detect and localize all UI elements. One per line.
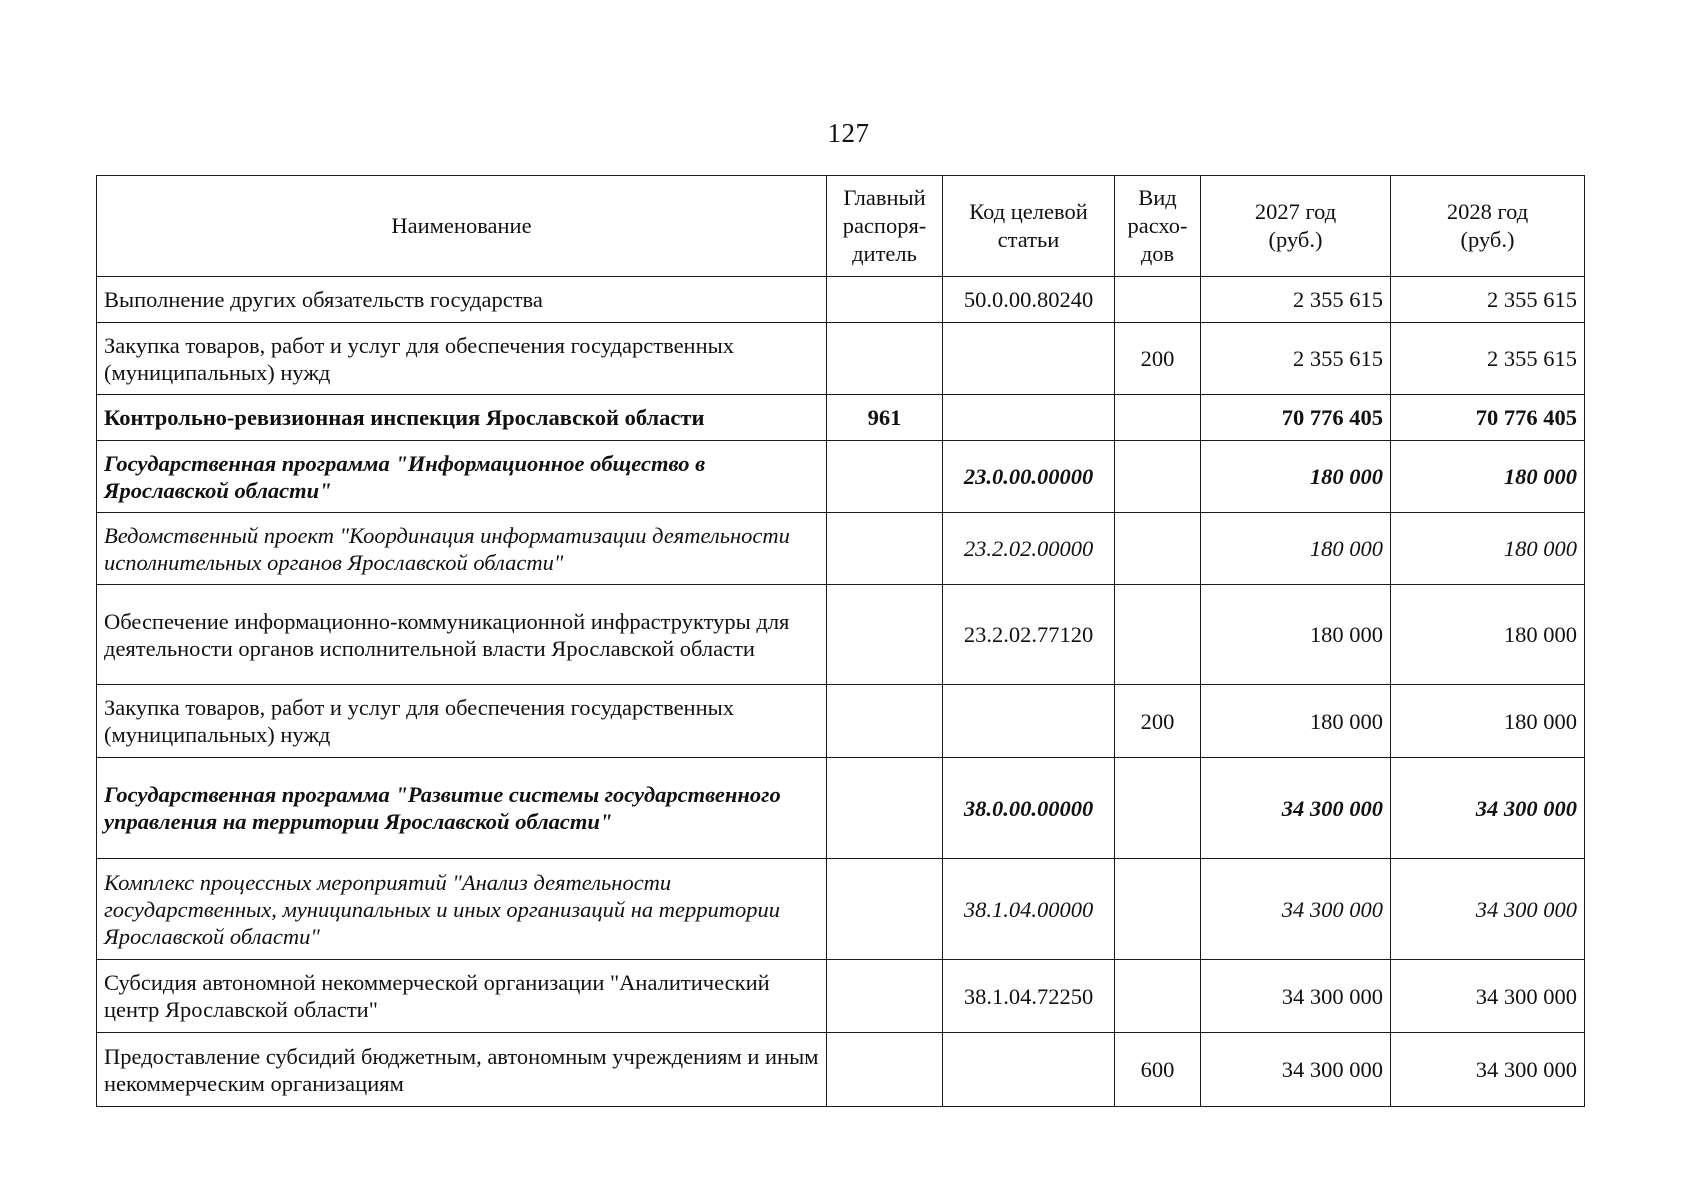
row-code: 38.1.04.00000 xyxy=(943,859,1115,960)
row-manager xyxy=(827,1033,943,1107)
row-amount-2028: 34 300 000 xyxy=(1391,1033,1585,1107)
row-amount-2027: 2 355 615 xyxy=(1201,277,1391,323)
table-row xyxy=(97,441,1585,513)
table-row xyxy=(97,859,1585,960)
row-manager xyxy=(827,513,943,585)
table-row xyxy=(97,513,1585,585)
row-code xyxy=(943,685,1115,758)
row-name: Ведомственный проект "Координация информатизации деятельности исполнительных органов Ярославской области" xyxy=(97,513,827,585)
page-number: 127 xyxy=(827,118,870,148)
row-type xyxy=(1115,277,1201,323)
row-name: Закупка товаров, работ и услуг для обеспечения государственных (муниципальных) нужд xyxy=(97,685,827,758)
row-type: 600 xyxy=(1115,1033,1201,1107)
table-row xyxy=(97,323,1585,395)
row-manager: 961 xyxy=(827,395,943,441)
row-type xyxy=(1115,859,1201,960)
row-code: 38.1.04.72250 xyxy=(943,960,1115,1033)
table-row xyxy=(97,960,1585,1033)
row-type: 200 xyxy=(1115,685,1201,758)
row-manager xyxy=(827,277,943,323)
row-code: 23.2.02.77120 xyxy=(943,585,1115,685)
budget-table xyxy=(96,175,1585,1107)
row-amount-2028: 2 355 615 xyxy=(1391,277,1585,323)
row-amount-2028: 180 000 xyxy=(1391,685,1585,758)
row-amount-2028: 180 000 xyxy=(1391,513,1585,585)
row-type xyxy=(1115,395,1201,441)
row-name: Субсидия автономной некоммерческой организации "Аналитический центр Ярославской области" xyxy=(97,960,827,1033)
row-type xyxy=(1115,513,1201,585)
row-name: Выполнение других обязательств государства xyxy=(97,277,827,323)
row-name: Государственная программа "Развитие системы государственного управления на территории Ярославской области" xyxy=(97,758,827,859)
row-amount-2028: 180 000 xyxy=(1391,585,1585,685)
header-main-manager: Главный распоря- дитель xyxy=(827,176,943,277)
row-manager xyxy=(827,585,943,685)
row-name: Комплекс процессных мероприятий "Анализ деятельности государственных, муниципальных и иных организаций на территории Ярославской области" xyxy=(97,859,827,960)
row-amount-2027: 70 776 405 xyxy=(1201,395,1391,441)
row-name: Закупка товаров, работ и услуг для обеспечения государственных (муниципальных) нужд xyxy=(97,323,827,395)
row-manager xyxy=(827,859,943,960)
row-code: 38.0.00.00000 xyxy=(943,758,1115,859)
row-amount-2027: 2 355 615 xyxy=(1201,323,1391,395)
row-code: 23.2.02.00000 xyxy=(943,513,1115,585)
row-code: 50.0.00.80240 xyxy=(943,277,1115,323)
row-manager xyxy=(827,323,943,395)
row-manager xyxy=(827,960,943,1033)
header-year-2027: 2027 год (руб.) xyxy=(1201,176,1391,277)
row-type xyxy=(1115,585,1201,685)
row-amount-2028: 34 300 000 xyxy=(1391,758,1585,859)
header-year-2028: 2028 год (руб.) xyxy=(1391,176,1585,277)
row-manager xyxy=(827,685,943,758)
row-name: Предоставление субсидий бюджетным, автономным учреждениям и иным некоммерческим организациям xyxy=(97,1033,827,1107)
row-manager xyxy=(827,758,943,859)
row-amount-2027: 34 300 000 xyxy=(1201,960,1391,1033)
row-amount-2027: 180 000 xyxy=(1201,441,1391,513)
row-amount-2027: 34 300 000 xyxy=(1201,859,1391,960)
row-type: 200 xyxy=(1115,323,1201,395)
row-amount-2027: 180 000 xyxy=(1201,685,1391,758)
row-code xyxy=(943,1033,1115,1107)
header-expense-type: Вид расхо- дов xyxy=(1115,176,1201,277)
row-amount-2028: 34 300 000 xyxy=(1391,859,1585,960)
row-type xyxy=(1115,960,1201,1033)
row-amount-2027: 34 300 000 xyxy=(1201,1033,1391,1107)
table-row xyxy=(97,277,1585,323)
row-amount-2028: 70 776 405 xyxy=(1391,395,1585,441)
row-name: Обеспечение информационно-коммуникационной инфраструктуры для деятельности органов исполнительной власти Ярославской области xyxy=(97,585,827,685)
row-type xyxy=(1115,441,1201,513)
header-name: Наименование xyxy=(97,176,827,277)
row-name: Контрольно-ревизионная инспекция Ярославской области xyxy=(97,395,827,441)
table-row xyxy=(97,1033,1585,1107)
row-type xyxy=(1115,758,1201,859)
row-amount-2028: 180 000 xyxy=(1391,441,1585,513)
row-amount-2027: 34 300 000 xyxy=(1201,758,1391,859)
table-row xyxy=(97,685,1585,758)
row-manager xyxy=(827,441,943,513)
table-row xyxy=(97,585,1585,685)
row-amount-2028: 34 300 000 xyxy=(1391,960,1585,1033)
row-amount-2027: 180 000 xyxy=(1201,585,1391,685)
table-row xyxy=(97,758,1585,859)
header-row xyxy=(97,176,1585,277)
row-code xyxy=(943,395,1115,441)
row-code: 23.0.00.00000 xyxy=(943,441,1115,513)
row-amount-2028: 2 355 615 xyxy=(1391,323,1585,395)
row-name: Государственная программа "Информационное общество в Ярославской области" xyxy=(97,441,827,513)
header-target-code: Код целевой статьи xyxy=(943,176,1115,277)
row-amount-2027: 180 000 xyxy=(1201,513,1391,585)
row-code xyxy=(943,323,1115,395)
table-row xyxy=(97,395,1585,441)
